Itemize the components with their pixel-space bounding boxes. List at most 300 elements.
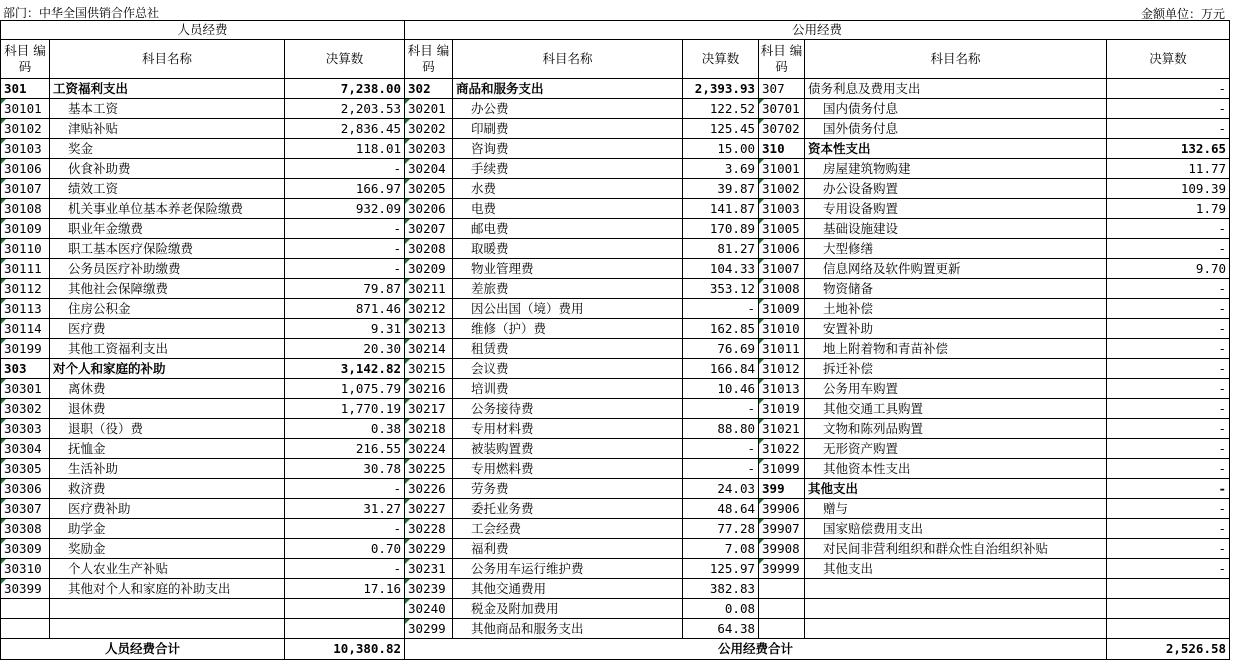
account-code-cell: 30215 — [405, 359, 453, 379]
col-amount-header: 决算数 — [683, 40, 759, 79]
account-name-cell: 物业管理费 — [453, 259, 683, 279]
col-code-header: 科目 编码 — [759, 40, 805, 79]
account-name-cell: 退休费 — [50, 399, 285, 419]
account-name-cell: 商品和服务支出 — [453, 79, 683, 99]
table-row — [1, 459, 1230, 479]
account-code-cell: 30226 — [405, 479, 453, 499]
account-code-cell: 30110 — [1, 239, 50, 259]
amount-cell: 15.00 — [683, 139, 759, 159]
account-code-cell: 30103 — [1, 139, 50, 159]
amount-cell: 77.28 — [683, 519, 759, 539]
account-code-cell: 30107 — [1, 179, 50, 199]
amount-cell — [1107, 579, 1230, 599]
account-name-cell: 印刷费 — [453, 119, 683, 139]
amount-cell: 39.87 — [683, 179, 759, 199]
account-code-cell: 30228 — [405, 519, 453, 539]
amount-cell: - — [1107, 339, 1230, 359]
amount-cell: - — [285, 519, 405, 539]
table-row — [1, 579, 1230, 599]
account-code-cell: 307 — [759, 79, 805, 99]
table-row — [1, 159, 1230, 179]
amount-cell: - — [1107, 559, 1230, 579]
amount-cell: - — [1107, 99, 1230, 119]
amount-cell: 9.70 — [1107, 259, 1230, 279]
amount-cell — [285, 619, 405, 639]
account-code-cell: 30208 — [405, 239, 453, 259]
account-name-cell — [805, 599, 1107, 619]
amount-cell: 141.87 — [683, 199, 759, 219]
amount-cell: - — [285, 219, 405, 239]
account-code-cell: 30205 — [405, 179, 453, 199]
account-code-cell: 30218 — [405, 419, 453, 439]
account-code-cell: 30304 — [1, 439, 50, 459]
account-name-cell: 劳务费 — [453, 479, 683, 499]
table-row — [1, 279, 1230, 299]
account-name-cell: 信息网络及软件购置更新 — [805, 259, 1107, 279]
account-name-cell: 公务接待费 — [453, 399, 683, 419]
account-name-cell: 医疗费 — [50, 319, 285, 339]
amount-cell: 81.27 — [683, 239, 759, 259]
account-code-cell: 30202 — [405, 119, 453, 139]
account-name-cell: 文物和陈列品购置 — [805, 419, 1107, 439]
account-name-cell: 基础设施建设 — [805, 219, 1107, 239]
table-row — [1, 359, 1230, 379]
account-code-cell: 30106 — [1, 159, 50, 179]
amount-cell: - — [1107, 319, 1230, 339]
amount-cell: 11.77 — [1107, 159, 1230, 179]
account-name-cell — [50, 599, 285, 619]
amount-cell: - — [285, 479, 405, 499]
amount-cell: 20.30 — [285, 339, 405, 359]
account-name-cell: 医疗费补助 — [50, 499, 285, 519]
amount-cell: 166.97 — [285, 179, 405, 199]
amount-cell: - — [1107, 299, 1230, 319]
amount-cell: 31.27 — [285, 499, 405, 519]
amount-cell: 104.33 — [683, 259, 759, 279]
amount-cell: 64.38 — [683, 619, 759, 639]
account-code-cell: 31001 — [759, 159, 805, 179]
amount-cell: - — [683, 399, 759, 419]
account-code-cell: 30114 — [1, 319, 50, 339]
account-name-cell: 水费 — [453, 179, 683, 199]
account-name-cell: 伙食补助费 — [50, 159, 285, 179]
account-name-cell: 职工基本医疗保险缴费 — [50, 239, 285, 259]
account-code-cell: 31022 — [759, 439, 805, 459]
account-name-cell: 委托业务费 — [453, 499, 683, 519]
account-name-cell: 工资福利支出 — [50, 79, 285, 99]
col-name-header: 科目名称 — [805, 40, 1107, 79]
expenditure-table — [0, 20, 1230, 660]
table-row — [1, 299, 1230, 319]
amount-cell: - — [1107, 439, 1230, 459]
account-name-cell: 维修（护）费 — [453, 319, 683, 339]
account-name-cell: 其他交通费用 — [453, 579, 683, 599]
amount-cell: 2,393.93 — [683, 79, 759, 99]
account-code-cell: 302 — [405, 79, 453, 99]
account-name-cell: 无形资产购置 — [805, 439, 1107, 459]
amount-cell: 2,203.53 — [285, 99, 405, 119]
col-code-header: 科目 编码 — [405, 40, 453, 79]
table-row — [1, 259, 1230, 279]
amount-cell: - — [683, 299, 759, 319]
amount-cell: - — [683, 459, 759, 479]
account-name-cell: 其他工资福利支出 — [50, 339, 285, 359]
account-code-cell: 30214 — [405, 339, 453, 359]
public-total-value: 2,526.58 — [1107, 639, 1230, 660]
account-code-cell: 30227 — [405, 499, 453, 519]
account-name-cell: 租赁费 — [453, 339, 683, 359]
col-name-header: 科目名称 — [453, 40, 683, 79]
account-code-cell: 30310 — [1, 559, 50, 579]
amount-cell: - — [1107, 79, 1230, 99]
amount-cell: 7.08 — [683, 539, 759, 559]
account-code-cell: 310 — [759, 139, 805, 159]
account-name-cell: 工会经费 — [453, 519, 683, 539]
account-name-cell: 手续费 — [453, 159, 683, 179]
col-amount-header: 决算数 — [1107, 40, 1230, 79]
account-name-cell: 退职（役）费 — [50, 419, 285, 439]
account-name-cell — [805, 619, 1107, 639]
account-name-cell: 国家赔偿费用支出 — [805, 519, 1107, 539]
amount-cell: 3.69 — [683, 159, 759, 179]
amount-cell: - — [1107, 239, 1230, 259]
amount-cell: 24.03 — [683, 479, 759, 499]
amount-cell: 166.84 — [683, 359, 759, 379]
account-name-cell: 培训费 — [453, 379, 683, 399]
account-name-cell: 基本工资 — [50, 99, 285, 119]
account-name-cell: 取暖费 — [453, 239, 683, 259]
amount-cell: 1,075.79 — [285, 379, 405, 399]
amount-cell: - — [285, 259, 405, 279]
table-row — [1, 319, 1230, 339]
account-code-cell: 30206 — [405, 199, 453, 219]
account-code-cell: 30212 — [405, 299, 453, 319]
account-name-cell: 办公费 — [453, 99, 683, 119]
account-code-cell: 30229 — [405, 539, 453, 559]
account-name-cell: 被装购置费 — [453, 439, 683, 459]
account-name-cell: 安置补助 — [805, 319, 1107, 339]
account-name-cell: 房屋建筑物购建 — [805, 159, 1107, 179]
amount-cell: 1,770.19 — [285, 399, 405, 419]
account-code-cell: 30209 — [405, 259, 453, 279]
amount-cell: - — [1107, 519, 1230, 539]
amount-cell: - — [1107, 499, 1230, 519]
account-name-cell: 物资储备 — [805, 279, 1107, 299]
account-name-cell: 地上附着物和青苗补偿 — [805, 339, 1107, 359]
account-code-cell: 31005 — [759, 219, 805, 239]
account-code-cell: 31009 — [759, 299, 805, 319]
account-code-cell: 31011 — [759, 339, 805, 359]
table-row — [1, 479, 1230, 499]
account-code-cell: 30239 — [405, 579, 453, 599]
account-code-cell: 31021 — [759, 419, 805, 439]
account-code-cell: 39908 — [759, 539, 805, 559]
table-row — [1, 599, 1230, 619]
account-name-cell: 奖金 — [50, 139, 285, 159]
account-name-cell: 国内债务付息 — [805, 99, 1107, 119]
account-code-cell: 30302 — [1, 399, 50, 419]
account-name-cell: 大型修缮 — [805, 239, 1107, 259]
account-name-cell: 职业年金缴费 — [50, 219, 285, 239]
table-row — [1, 179, 1230, 199]
account-name-cell: 电费 — [453, 199, 683, 219]
account-code-cell: 30112 — [1, 279, 50, 299]
amount-cell: 871.46 — [285, 299, 405, 319]
account-name-cell: 其他支出 — [805, 479, 1107, 499]
amount-cell: 353.12 — [683, 279, 759, 299]
account-code-cell: 31012 — [759, 359, 805, 379]
table-row — [1, 559, 1230, 579]
section-header-row — [1, 21, 1230, 40]
account-name-cell: 个人农业生产补贴 — [50, 559, 285, 579]
account-code-cell: 30701 — [759, 99, 805, 119]
account-code-cell: 30224 — [405, 439, 453, 459]
account-code-cell: 30101 — [1, 99, 50, 119]
account-code-cell: 30207 — [405, 219, 453, 239]
account-code-cell: 30102 — [1, 119, 50, 139]
amount-unit-label: 金额单位：万元 — [1140, 7, 1225, 21]
account-code-cell: 31003 — [759, 199, 805, 219]
amount-cell: 170.89 — [683, 219, 759, 239]
account-code-cell — [759, 599, 805, 619]
table-row — [1, 619, 1230, 639]
account-name-cell: 住房公积金 — [50, 299, 285, 319]
amount-cell: 122.52 — [683, 99, 759, 119]
table-row — [1, 119, 1230, 139]
account-code-cell: 30305 — [1, 459, 50, 479]
account-code-cell: 39906 — [759, 499, 805, 519]
account-name-cell: 国外债务付息 — [805, 119, 1107, 139]
amount-cell: 0.70 — [285, 539, 405, 559]
account-name-cell: 债务利息及费用支出 — [805, 79, 1107, 99]
table-row — [1, 199, 1230, 219]
table-row — [1, 419, 1230, 439]
account-name-cell: 邮电费 — [453, 219, 683, 239]
account-code-cell: 30307 — [1, 499, 50, 519]
amount-cell: - — [1107, 379, 1230, 399]
account-code-cell: 30225 — [405, 459, 453, 479]
account-code-cell: 31010 — [759, 319, 805, 339]
amount-cell: 382.83 — [683, 579, 759, 599]
account-code-cell: 30203 — [405, 139, 453, 159]
account-code-cell: 30199 — [1, 339, 50, 359]
account-name-cell: 抚恤金 — [50, 439, 285, 459]
amount-cell: 132.65 — [1107, 139, 1230, 159]
amount-cell: 79.87 — [285, 279, 405, 299]
amount-cell: 2,836.45 — [285, 119, 405, 139]
amount-cell: 0.08 — [683, 599, 759, 619]
col-code-header: 科目 编码 — [1, 40, 50, 79]
amount-cell: 10.46 — [683, 379, 759, 399]
amount-cell: 118.01 — [285, 139, 405, 159]
account-code-cell: 30204 — [405, 159, 453, 179]
personnel-total-label: 人员经费合计 — [1, 639, 285, 660]
amount-cell — [1107, 599, 1230, 619]
account-name-cell: 奖励金 — [50, 539, 285, 559]
account-name-cell: 拆迁补偿 — [805, 359, 1107, 379]
account-code-cell: 301 — [1, 79, 50, 99]
account-name-cell: 对个人和家庭的补助 — [50, 359, 285, 379]
account-name-cell: 公务员医疗补助缴费 — [50, 259, 285, 279]
account-code-cell — [759, 619, 805, 639]
amount-cell: - — [1107, 479, 1230, 499]
account-code-cell: 30231 — [405, 559, 453, 579]
account-code-cell: 303 — [1, 359, 50, 379]
account-code-cell: 30303 — [1, 419, 50, 439]
table-row — [1, 79, 1230, 99]
account-code-cell: 30108 — [1, 199, 50, 219]
account-name-cell: 咨询费 — [453, 139, 683, 159]
column-header-row — [1, 40, 1230, 79]
table-row — [1, 379, 1230, 399]
amount-cell: - — [285, 159, 405, 179]
account-code-cell: 39999 — [759, 559, 805, 579]
amount-cell: 76.69 — [683, 339, 759, 359]
amount-cell: 88.80 — [683, 419, 759, 439]
account-name-cell: 税金及附加费用 — [453, 599, 683, 619]
account-name-cell: 助学金 — [50, 519, 285, 539]
amount-cell: 109.39 — [1107, 179, 1230, 199]
account-code-cell: 31006 — [759, 239, 805, 259]
account-name-cell: 其他资本性支出 — [805, 459, 1107, 479]
amount-cell: 1.79 — [1107, 199, 1230, 219]
account-code-cell: 30217 — [405, 399, 453, 419]
account-code-cell: 30399 — [1, 579, 50, 599]
account-name-cell: 专用设备购置 — [805, 199, 1107, 219]
account-code-cell: 30702 — [759, 119, 805, 139]
account-code-cell: 30211 — [405, 279, 453, 299]
account-name-cell: 专用燃料费 — [453, 459, 683, 479]
table-row — [1, 219, 1230, 239]
account-name-cell: 生活补助 — [50, 459, 285, 479]
account-name-cell — [805, 579, 1107, 599]
account-code-cell: 31019 — [759, 399, 805, 419]
amount-cell: 9.31 — [285, 319, 405, 339]
table-row — [1, 439, 1230, 459]
amount-cell: - — [1107, 419, 1230, 439]
account-name-cell — [50, 619, 285, 639]
account-name-cell: 会议费 — [453, 359, 683, 379]
account-code-cell: 31002 — [759, 179, 805, 199]
account-name-cell: 其他支出 — [805, 559, 1107, 579]
account-code-cell: 30308 — [1, 519, 50, 539]
amount-cell: 30.78 — [285, 459, 405, 479]
table-row — [1, 339, 1230, 359]
amount-cell: - — [1107, 539, 1230, 559]
personnel-total-value: 10,380.82 — [285, 639, 405, 660]
account-name-cell: 办公设备购置 — [805, 179, 1107, 199]
amount-cell: 932.09 — [285, 199, 405, 219]
amount-cell: 162.85 — [683, 319, 759, 339]
section-personnel: 人员经费 — [1, 21, 405, 40]
amount-cell: 7,238.00 — [285, 79, 405, 99]
account-code-cell: 30299 — [405, 619, 453, 639]
report-meta — [0, 0, 1233, 20]
amount-cell: - — [285, 559, 405, 579]
account-code-cell — [759, 579, 805, 599]
table-row — [1, 519, 1230, 539]
col-name-header: 科目名称 — [50, 40, 285, 79]
account-code-cell: 30111 — [1, 259, 50, 279]
account-code-cell: 30309 — [1, 539, 50, 559]
account-name-cell: 其他交通工具购置 — [805, 399, 1107, 419]
account-code-cell: 39907 — [759, 519, 805, 539]
amount-cell: 0.38 — [285, 419, 405, 439]
account-name-cell: 土地补偿 — [805, 299, 1107, 319]
amount-cell: 3,142.82 — [285, 359, 405, 379]
amount-cell — [1107, 619, 1230, 639]
amount-cell: - — [1107, 359, 1230, 379]
amount-cell: - — [1107, 219, 1230, 239]
account-name-cell: 其他对个人和家庭的补助支出 — [50, 579, 285, 599]
account-code-cell: 399 — [759, 479, 805, 499]
account-code-cell: 31007 — [759, 259, 805, 279]
account-code-cell: 30216 — [405, 379, 453, 399]
amount-cell: 17.16 — [285, 579, 405, 599]
amount-cell: - — [285, 239, 405, 259]
account-code-cell: 30113 — [1, 299, 50, 319]
account-code-cell: 30301 — [1, 379, 50, 399]
amount-cell: - — [1107, 279, 1230, 299]
amount-cell — [285, 599, 405, 619]
account-code-cell: 31008 — [759, 279, 805, 299]
table-row — [1, 499, 1230, 519]
account-name-cell: 公务用车购置 — [805, 379, 1107, 399]
amount-cell: - — [1107, 119, 1230, 139]
amount-cell: - — [1107, 459, 1230, 479]
account-name-cell: 福利费 — [453, 539, 683, 559]
account-name-cell: 专用材料费 — [453, 419, 683, 439]
account-name-cell: 公务用车运行维护费 — [453, 559, 683, 579]
account-name-cell: 差旅费 — [453, 279, 683, 299]
amount-cell: 125.45 — [683, 119, 759, 139]
col-amount-header: 决算数 — [285, 40, 405, 79]
account-code-cell: 30213 — [405, 319, 453, 339]
account-code-cell: 31013 — [759, 379, 805, 399]
table-row — [1, 239, 1230, 259]
account-name-cell: 绩效工资 — [50, 179, 285, 199]
table-row — [1, 539, 1230, 559]
account-code-cell: 30201 — [405, 99, 453, 119]
section-public: 公用经费 — [405, 21, 1230, 40]
amount-cell: 125.97 — [683, 559, 759, 579]
table-row — [1, 139, 1230, 159]
account-name-cell: 赠与 — [805, 499, 1107, 519]
account-name-cell: 救济费 — [50, 479, 285, 499]
account-name-cell: 其他社会保障缴费 — [50, 279, 285, 299]
account-code-cell: 30240 — [405, 599, 453, 619]
account-name-cell: 因公出国（境）费用 — [453, 299, 683, 319]
amount-cell: - — [683, 439, 759, 459]
table-row — [1, 99, 1230, 119]
account-code-cell — [1, 619, 50, 639]
account-name-cell: 资本性支出 — [805, 139, 1107, 159]
account-name-cell: 其他商品和服务支出 — [453, 619, 683, 639]
public-total-label: 公用经费合计 — [405, 639, 1107, 660]
account-name-cell: 津贴补贴 — [50, 119, 285, 139]
totals-row — [1, 639, 1230, 660]
account-code-cell: 31099 — [759, 459, 805, 479]
amount-cell: 48.64 — [683, 499, 759, 519]
amount-cell: - — [1107, 399, 1230, 419]
account-name-cell: 对民间非营利组织和群众性自治组织补贴 — [805, 539, 1107, 559]
account-code-cell: 30306 — [1, 479, 50, 499]
account-code-cell: 30109 — [1, 219, 50, 239]
amount-cell: 216.55 — [285, 439, 405, 459]
account-code-cell — [1, 599, 50, 619]
account-name-cell: 机关事业单位基本养老保险缴费 — [50, 199, 285, 219]
account-name-cell: 离休费 — [50, 379, 285, 399]
